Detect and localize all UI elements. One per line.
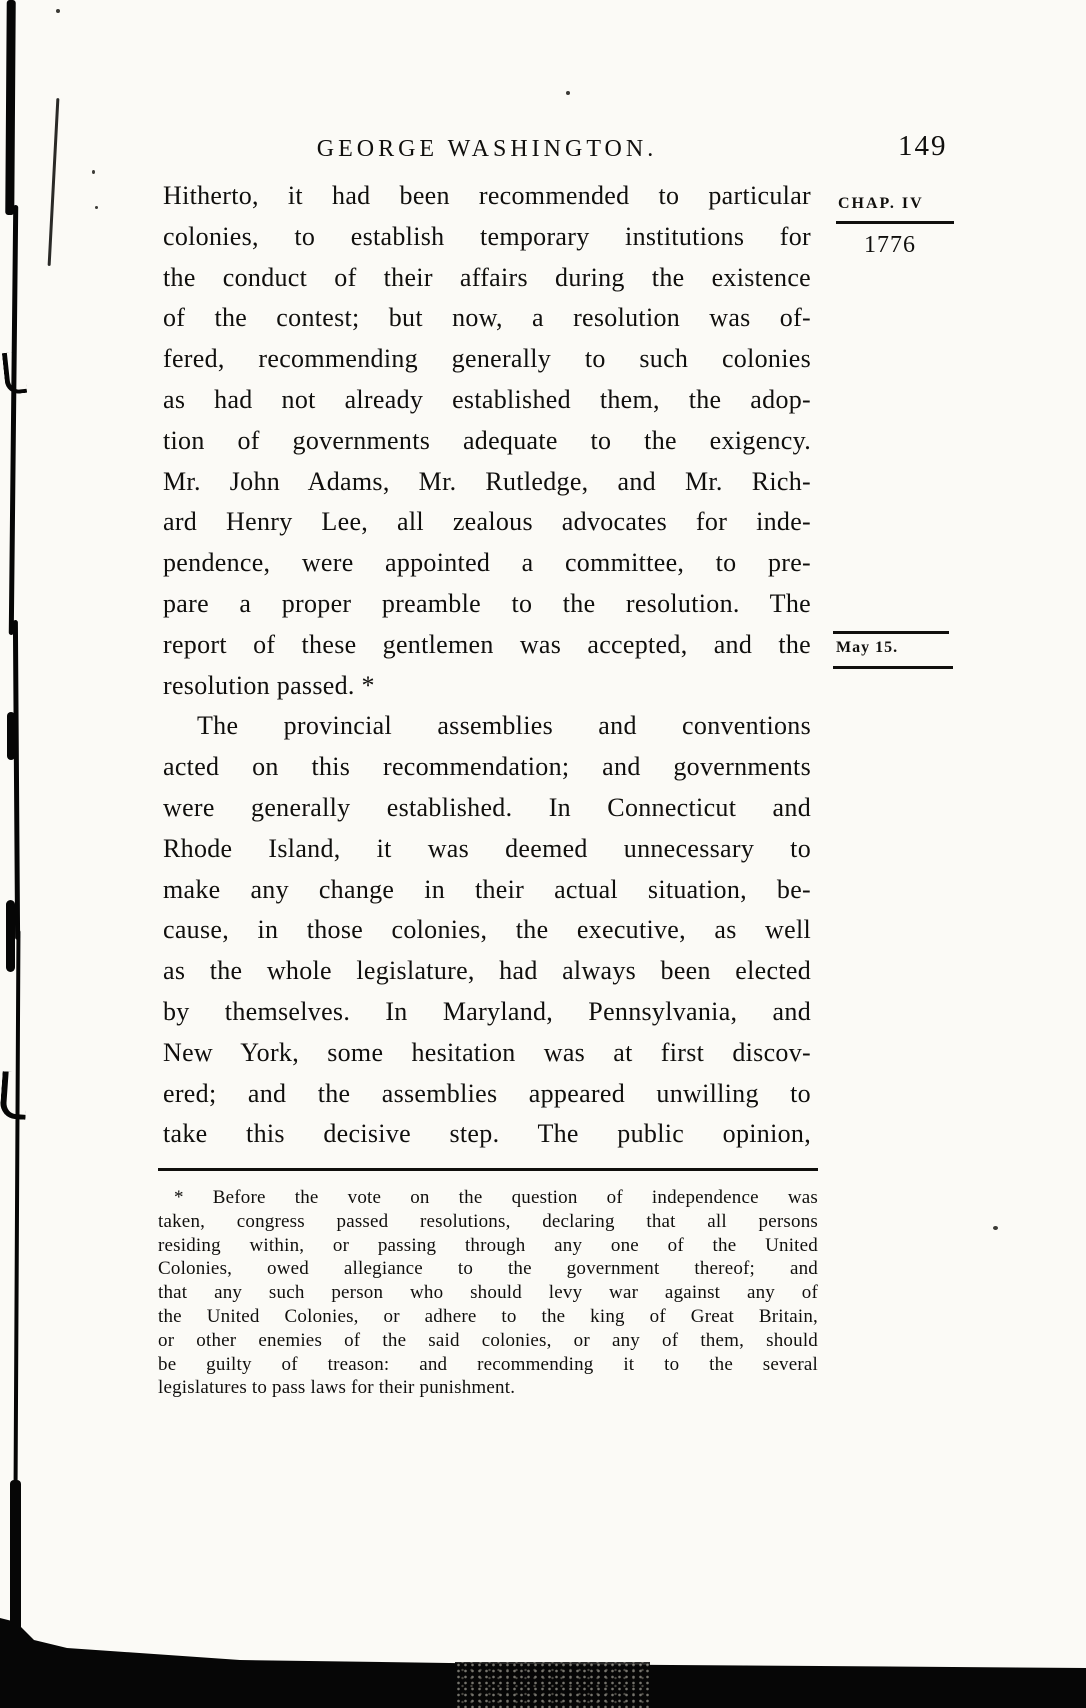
body-line: make any change in their actual situation, be-: [163, 874, 811, 904]
body-line: of the contest; but now, a resolution was of-: [163, 303, 811, 333]
body-line: by themselves. In Maryland, Pennsylvania, and: [163, 996, 811, 1026]
chapter-rule: [836, 221, 954, 224]
chapter-marginal: CHAP. IV: [838, 195, 924, 212]
date-rule-top: [833, 631, 949, 634]
stray-mark-artifact: [48, 98, 60, 266]
footnote-line: the United Colonies, or adhere to the king of Great Britain,: [158, 1305, 818, 1327]
footnote-line: be guilty of treason: and recommending it to the several: [158, 1353, 818, 1375]
binding-hook-artifact: [2, 351, 27, 395]
body-line: fered, recommending generally to such colonies: [163, 344, 811, 374]
body-line: as had not already established them, the adop-: [163, 384, 811, 414]
body-line: The provincial assemblies and conventions: [197, 711, 811, 741]
body-text: [163, 176, 811, 1155]
running-header: GEORGE WASHINGTON.: [316, 136, 658, 162]
body-line: the conduct of their affairs during the existence: [163, 262, 811, 292]
ink-speck: [993, 1226, 998, 1230]
binding-curl-artifact: [0, 1071, 29, 1120]
binding-edge-artifact: [14, 930, 21, 1490]
binding-edge-artifact: [10, 1480, 21, 1640]
body-line: as the whole legislature, had always been elected: [163, 956, 811, 986]
body-line: Mr. John Adams, Mr. Rutledge, and Mr. Rich-: [163, 466, 811, 496]
body-line: New York, some hesitation was at first discov-: [163, 1037, 811, 1067]
body-line: Rhode Island, it was deemed unnecessary to: [163, 833, 811, 863]
footnote-line: legislatures to pass laws for their punishment.: [158, 1377, 516, 1399]
footnote-line: residing within, or passing through any one of the United: [158, 1234, 818, 1256]
footnote-text: [158, 1186, 818, 1400]
body-line: cause, in those colonies, the executive, as well: [163, 915, 811, 945]
page-number: 149: [898, 130, 948, 162]
body-line: pare a proper preamble to the resolution. The: [163, 588, 811, 618]
body-line: colonies, to establish temporary institutions for: [163, 221, 811, 251]
date-marginal: May 15.: [836, 639, 899, 656]
body-line: take this decisive step. The public opinion,: [163, 1119, 811, 1149]
footnote-line: Colonies, owed allegiance to the government thereof; and: [158, 1258, 818, 1280]
ink-blot-artifact: [6, 900, 15, 972]
body-line: acted on this recommendation; and governments: [163, 752, 811, 782]
ink-speck: [95, 206, 98, 209]
binding-edge-artifact: [9, 205, 19, 635]
body-line: were generally established. In Connecticut and: [163, 792, 811, 822]
body-line: pendence, were appointed a committee, to pre-: [163, 548, 811, 578]
binding-edge-artifact: [5, 0, 16, 215]
body-line: Hitherto, it had been recommended to particular: [163, 181, 811, 210]
body-line: report of these gentlemen was accepted, and the: [163, 629, 811, 659]
ink-speck: [56, 9, 60, 13]
body-line: tion of governments adequate to the exigency.: [163, 425, 811, 455]
body-line: ered; and the assemblies appeared unwilling to: [163, 1078, 811, 1108]
footnote-line: that any such person who should levy war against any of: [158, 1282, 818, 1304]
ink-speck: [566, 91, 570, 95]
footnote-line: taken, congress passed resolutions, declaring that all persons: [158, 1210, 818, 1232]
footnote-line: or other enemies of the said colonies, or any of them, should: [158, 1329, 818, 1351]
footnote-line: * Before the vote on the question of independence was: [174, 1187, 818, 1208]
body-line: ard Henry Lee, all zealous advocates for inde-: [163, 507, 811, 537]
body-line: resolution passed. *: [163, 670, 375, 700]
year-marginal: 1776: [864, 232, 916, 258]
scan-noise-patch: [455, 1662, 650, 1708]
footnote-separator-rule: [158, 1168, 818, 1171]
date-rule-bottom: [833, 666, 953, 669]
binding-edge-artifact: [13, 620, 20, 940]
ink-speck: [92, 170, 95, 174]
ink-blot-artifact: [7, 712, 15, 760]
